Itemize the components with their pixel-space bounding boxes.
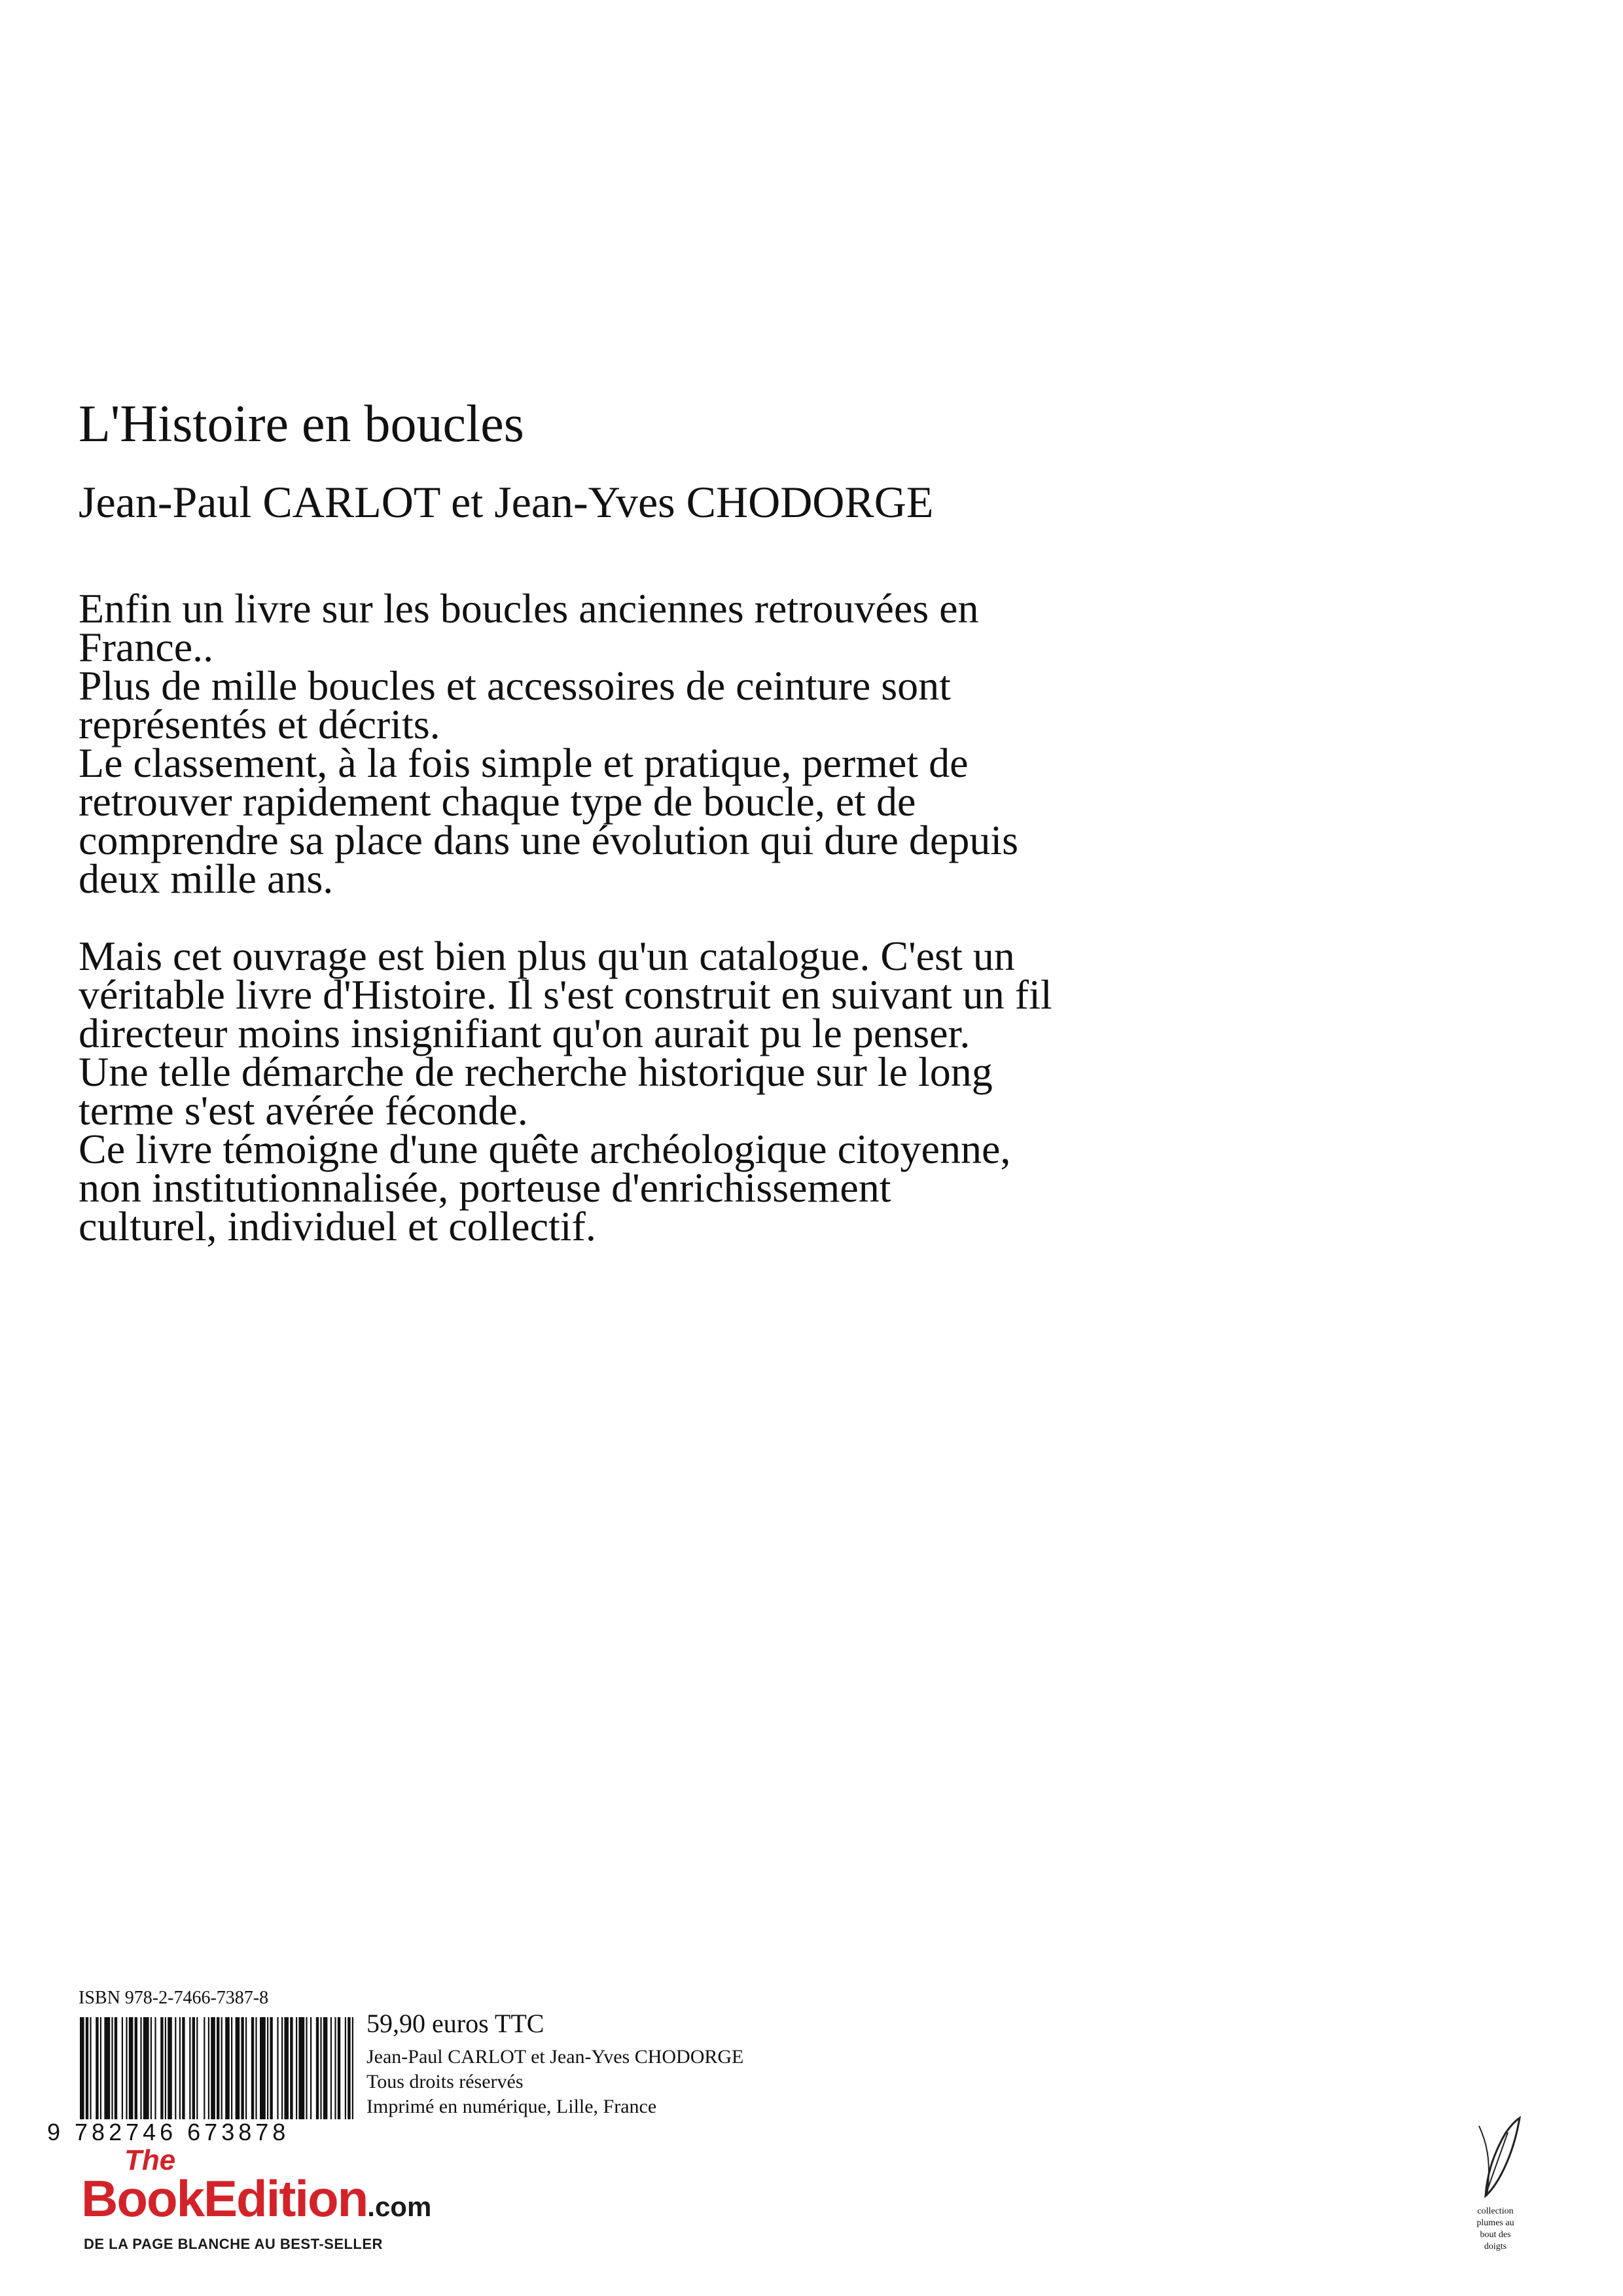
blurb-line: comprendre sa place dans une évolution qui dure depuis bbox=[79, 817, 1018, 863]
barcode-bar bbox=[143, 2017, 149, 2119]
barcode-bar bbox=[151, 2017, 152, 2119]
barcode-bar bbox=[135, 2017, 137, 2119]
back-cover-blurb bbox=[79, 585, 1296, 1249]
book-authors: Jean-Paul CARLOT et Jean-Yves CHODORGE bbox=[79, 477, 934, 527]
barcode-bar bbox=[352, 2017, 353, 2119]
barcode-bar bbox=[111, 2017, 113, 2119]
barcode-bar bbox=[189, 2017, 190, 2119]
logo-domain: .com bbox=[367, 2191, 432, 2222]
blurb-line: Enfin un livre sur les boucles anciennes retrouvées en bbox=[79, 585, 979, 632]
publisher-logo bbox=[81, 2144, 474, 2269]
book-title: L'Histoire en boucles bbox=[79, 395, 524, 453]
price: 59,90 euros TTC bbox=[366, 2009, 544, 2038]
barcode-icon bbox=[80, 2017, 355, 2119]
blurb-line: Mais cet ouvrage est bien plus qu'un catalogue. C'est un bbox=[79, 933, 1015, 979]
barcode-bar bbox=[182, 2017, 185, 2119]
barcode-bar bbox=[267, 2017, 268, 2119]
barcode-bar bbox=[241, 2017, 243, 2119]
barcode-bar bbox=[277, 2017, 278, 2119]
barcode-bar bbox=[90, 2017, 91, 2119]
barcode-bar bbox=[334, 2017, 336, 2119]
barcode-bar bbox=[225, 2017, 230, 2119]
barcode-bar bbox=[165, 2017, 166, 2119]
barcode-bar bbox=[154, 2017, 156, 2119]
blurb-line: deux mille ans. bbox=[79, 855, 334, 902]
barcode-bar bbox=[330, 2017, 332, 2119]
barcode-bar bbox=[211, 2017, 215, 2119]
barcode-bar bbox=[217, 2017, 219, 2119]
blurb-line: non institutionnalisée, porteuse d'enrichissement bbox=[79, 1164, 891, 1211]
blurb-line: Une telle démarche de recherche historique sur le long bbox=[79, 1049, 993, 1095]
barcode-bar bbox=[236, 2017, 240, 2119]
imprint-block bbox=[366, 2045, 743, 2119]
barcode-bar bbox=[270, 2017, 272, 2119]
blurb-line: véritable livre d'Histoire. Il s'est construit en suivant un fil bbox=[79, 971, 1052, 1018]
barcode-bar bbox=[221, 2017, 223, 2119]
barcode-bar bbox=[316, 2017, 319, 2119]
imprint-printed: Imprimé en numérique, Lille, France bbox=[366, 2096, 657, 2117]
barcode-bar bbox=[168, 2017, 172, 2119]
barcode-bar bbox=[100, 2017, 101, 2119]
barcode-bar bbox=[160, 2017, 163, 2119]
collection-line: collection bbox=[1477, 2206, 1514, 2216]
collection-text bbox=[1440, 2206, 1551, 2253]
quill-icon bbox=[1440, 2114, 1551, 2199]
blurb-line: Plus de mille boucles et accessoires de ceinture sont bbox=[79, 662, 951, 709]
barcode-bar bbox=[115, 2017, 117, 2119]
barcode-bar bbox=[86, 2017, 88, 2119]
barcode-bar bbox=[296, 2017, 297, 2119]
barcode-bar bbox=[290, 2017, 293, 2119]
barcode-bar bbox=[175, 2017, 176, 2119]
barcode-bar bbox=[96, 2017, 98, 2119]
paragraph-gap bbox=[79, 898, 1296, 937]
barcode-bar bbox=[80, 2017, 84, 2119]
imprint-rights: Tous droits réservés bbox=[366, 2071, 524, 2092]
barcode-bar bbox=[231, 2017, 232, 2119]
barcode-bar bbox=[104, 2017, 110, 2119]
collection-line: doigts bbox=[1484, 2242, 1507, 2251]
blurb-line: culturel, individuel et collectif. bbox=[79, 1203, 596, 1249]
logo-the: The bbox=[124, 2144, 176, 2176]
barcode-bar bbox=[323, 2017, 328, 2119]
collection-mark bbox=[1440, 2114, 1551, 2284]
barcode-bar bbox=[126, 2017, 127, 2119]
barcode-bar bbox=[310, 2017, 312, 2119]
barcode-bar bbox=[320, 2017, 321, 2119]
barcode-bar bbox=[122, 2017, 123, 2119]
collection-line: bout des bbox=[1480, 2230, 1511, 2240]
collection-line: plumes au bbox=[1476, 2218, 1514, 2228]
isbn-label: ISBN 978-2-7466-7387-8 bbox=[79, 1988, 269, 2008]
barcode-bar bbox=[192, 2017, 195, 2119]
barcode-bar bbox=[196, 2017, 198, 2119]
barcode-bar bbox=[338, 2017, 340, 2119]
barcode-digits: 9 782746 673878 bbox=[47, 2119, 290, 2145]
blurb-line: Ce livre témoigne d'une quête archéologique citoyenne, bbox=[79, 1126, 1011, 1172]
barcode-bar bbox=[345, 2017, 346, 2119]
logo-wordmark bbox=[81, 2169, 431, 2229]
barcode-bar bbox=[245, 2017, 247, 2119]
blurb-line: représentés et décrits. bbox=[79, 701, 440, 747]
barcode-bar bbox=[208, 2017, 209, 2119]
blurb-line: retrouver rapidement chaque type de boucle, et de bbox=[79, 778, 916, 825]
barcode-bar bbox=[140, 2017, 141, 2119]
barcode-bar bbox=[281, 2017, 283, 2119]
barcode-bar bbox=[251, 2017, 254, 2119]
barcode-bar bbox=[260, 2017, 266, 2119]
barcode-bar bbox=[306, 2017, 307, 2119]
logo-tagline: DE LA PAGE BLANCHE AU BEST-SELLER bbox=[84, 2236, 383, 2252]
imprint-authors: Jean-Paul CARLOT et Jean-Yves CHODORGE bbox=[366, 2046, 744, 2068]
logo-name: BookEdition bbox=[81, 2170, 368, 2227]
barcode-bar bbox=[348, 2017, 350, 2119]
blurb-line: terme s'est avérée féconde. bbox=[79, 1087, 528, 1134]
barcode-bar bbox=[179, 2017, 181, 2119]
barcode-bar bbox=[284, 2017, 289, 2119]
barcode-bar bbox=[129, 2017, 134, 2119]
blurb-line: France.. bbox=[79, 624, 214, 670]
barcode-bar bbox=[204, 2017, 205, 2119]
barcode-bar bbox=[255, 2017, 257, 2119]
blurb-line: directeur moins insignifiant qu'on aurait pu le penser. bbox=[79, 1010, 971, 1056]
blurb-line: Le classement, à la fois simple et pratique, permet de bbox=[79, 740, 969, 786]
barcode-bar bbox=[298, 2017, 304, 2119]
